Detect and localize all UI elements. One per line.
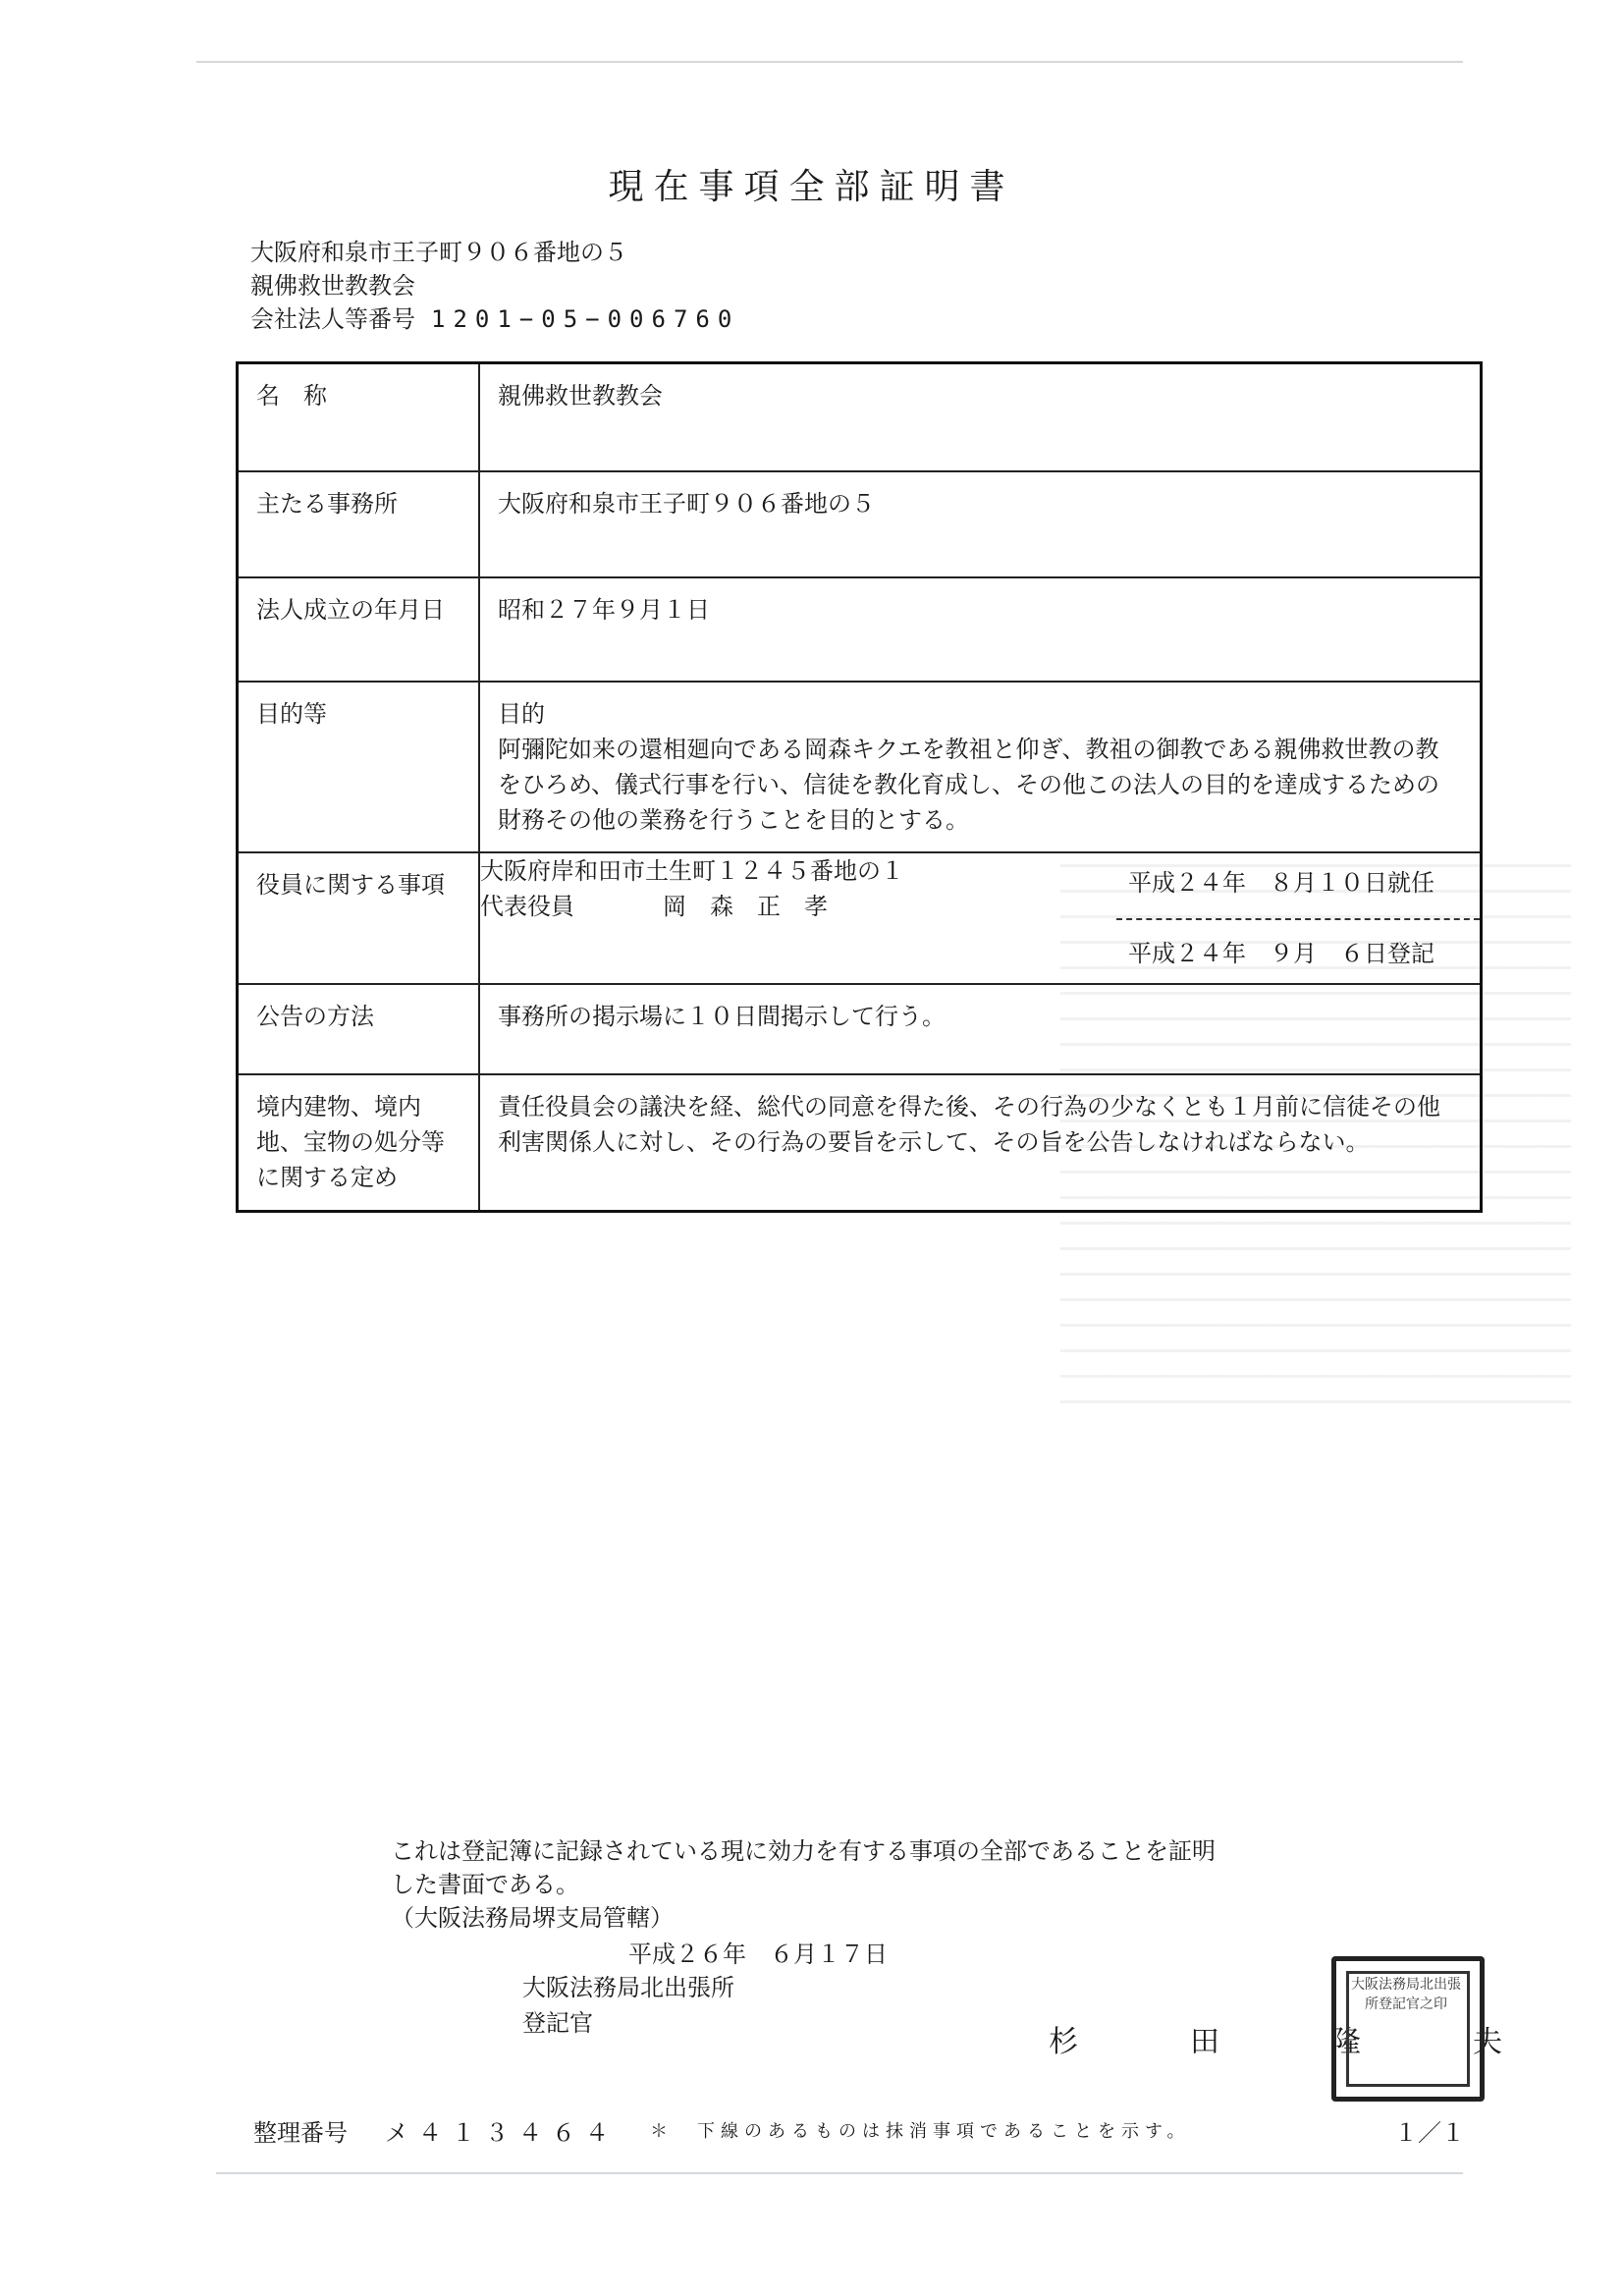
- header-org-name: 親佛救世教教会: [250, 272, 415, 300]
- header-address: 大阪府和泉市王子町９０６番地の５: [250, 239, 627, 266]
- registrar-name: 杉 田 隆 夫: [1049, 2025, 1543, 2059]
- scan-border-top: [196, 61, 1463, 63]
- certification-line-2: した書面である。: [391, 1871, 579, 1898]
- row-value-property: 責任役員会の議決を経、総代の同意を得た後、その行為の少なくとも１月前に信徒その他利害関係人に対し、その行為の要旨を示して、その旨を公告しなければならない。: [479, 1074, 1482, 1212]
- officer-subtable: [480, 853, 1480, 983]
- purpose-heading: 目的: [498, 699, 545, 728]
- official-seal-stamp: [1331, 1956, 1485, 2102]
- issuing-office: 大阪法務局北出張所: [522, 1974, 734, 2001]
- document-title: 現在事項全部証明書: [608, 167, 1015, 207]
- officer-address: 大阪府岸和田市土生町１２４５番地の１: [480, 856, 904, 885]
- strikethrough-note: ＊ 下線のあるものは抹消事項であることを示す。: [650, 2121, 1191, 2142]
- page-number: １／１: [1394, 2119, 1465, 2147]
- row-value-purpose: [479, 682, 1482, 852]
- header-corp-number: [250, 302, 739, 336]
- officer-appointed-date: 平成２４年 ８月１０日就任: [1128, 868, 1434, 897]
- corp-number-label: 会社法人等番号: [250, 305, 415, 333]
- certification-line-1: これは登記簿に記録されている現に効力を有する事項の全部であることを証明: [391, 1837, 1216, 1865]
- reference-number: メ４１３４６４: [385, 2119, 619, 2147]
- row-label-name: 名 称: [238, 363, 480, 471]
- officer-details: [480, 853, 1116, 983]
- table-row: [238, 363, 1482, 471]
- reference-label: 整理番号: [253, 2119, 348, 2147]
- seal-text: 大阪法務局北出張所登記官之印: [1351, 1977, 1461, 2012]
- table-row: [238, 577, 1482, 682]
- row-label-officers: 役員に関する事項: [238, 852, 480, 984]
- table-row: [238, 471, 1482, 577]
- certification-text: [391, 1834, 1216, 1935]
- corp-number: 1201−05−006760: [431, 305, 740, 333]
- scan-border-bottom: [216, 2172, 1463, 2174]
- officer-role: 代表役員: [480, 892, 574, 920]
- row-value-name: 親佛救世教教会: [479, 363, 1482, 471]
- row-label-property: 境内建物、境内地、宝物の処分等に関する定め: [238, 1074, 480, 1212]
- registrar-title: 登記官: [522, 2009, 593, 2037]
- row-label-office: 主たる事務所: [238, 471, 480, 577]
- row-label-established: 法人成立の年月日: [238, 577, 480, 682]
- certification-jurisdiction: （大阪法務局堺支局管轄）: [391, 1904, 674, 1932]
- table-row: [238, 682, 1482, 852]
- officer-name: 岡 森 正 孝: [663, 892, 828, 920]
- row-value-office: 大阪府和泉市王子町９０６番地の５: [479, 471, 1482, 577]
- certification-date: 平成２６年 ６月１７日: [628, 1941, 888, 1968]
- row-label-purpose: 目的等: [238, 682, 480, 852]
- table-row: [238, 852, 1482, 984]
- registry-table: [236, 361, 1483, 1213]
- officer-registered-date: 平成２４年 ９月 ６日登記: [1116, 918, 1480, 983]
- row-value-notice: 事務所の掲示場に１０日間掲示して行う。: [479, 984, 1482, 1074]
- table-row: [238, 1074, 1482, 1212]
- officer-role-line: [480, 889, 1116, 924]
- row-value-established: 昭和２７年９月１日: [479, 577, 1482, 682]
- table-row: [238, 984, 1482, 1074]
- row-label-notice: 公告の方法: [238, 984, 480, 1074]
- officer-dates: [1116, 853, 1480, 983]
- purpose-text: 阿彌陀如来の還相廻向である岡森キクエを教祖と仰ぎ、教祖の御教である親佛救世教の教をひろめ、儀式行事を行い、信徒を教化育成し、その他この法人の目的を達成するための財務その他の業務を行うことを目的とする。: [498, 735, 1440, 834]
- row-value-officers: [479, 852, 1482, 984]
